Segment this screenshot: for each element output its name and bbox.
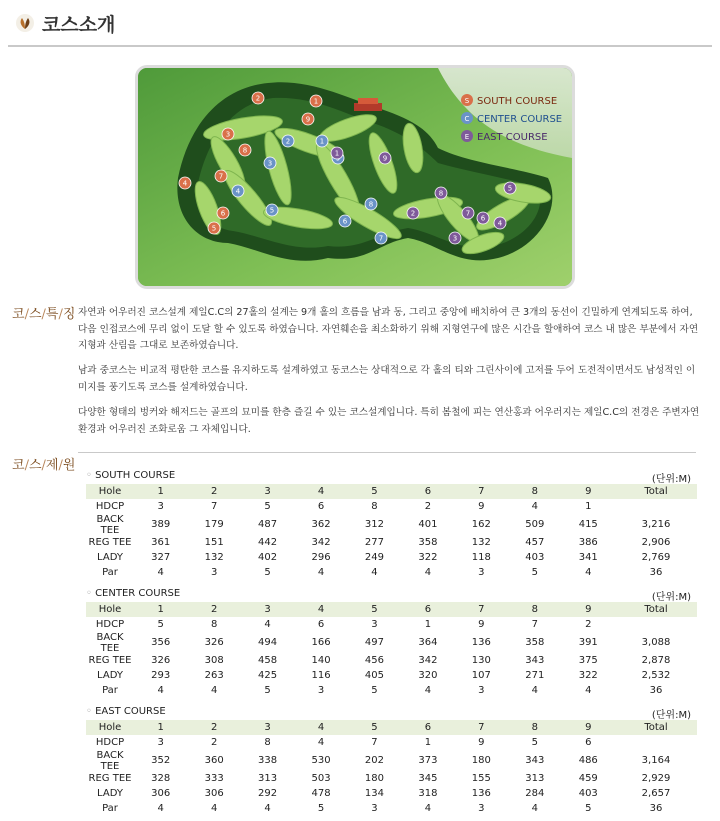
table-cell: 405 [364, 670, 385, 682]
total-cell: 36 [649, 567, 663, 579]
row-label: HDCP [95, 736, 125, 748]
title-divider [8, 45, 712, 47]
row-label: LADY [97, 788, 123, 800]
east-course-table-block [86, 706, 697, 816]
table-cell: 116 [311, 670, 331, 682]
table-cell: 8 [264, 736, 271, 748]
table-cell: 494 [258, 637, 278, 649]
table-cell: 4 [531, 500, 538, 512]
south-hole-number: 1 [313, 97, 319, 106]
row-label: REG TEE [88, 655, 132, 667]
table-cell: 249 [364, 552, 385, 564]
table-cell: 4 [531, 803, 538, 815]
table-cell: 155 [471, 773, 491, 785]
legend-badge-south: S [464, 97, 470, 105]
table-cell: 361 [151, 537, 171, 549]
table-cell: 342 [418, 655, 438, 667]
table-cell: 263 [204, 670, 224, 682]
table-cell: 7 [455, 602, 508, 617]
row-label: LADY [97, 670, 123, 682]
section-divider [78, 452, 696, 453]
table-cell: 458 [258, 655, 278, 667]
total-cell: Total [615, 720, 697, 735]
table-cell: 134 [364, 788, 385, 800]
table-cell: 4 [294, 602, 347, 617]
table-cell: 132 [204, 552, 224, 564]
south-hole-number: 7 [218, 172, 224, 181]
table-cell: 296 [311, 552, 331, 564]
table-row [86, 654, 697, 669]
table-cell: 375 [578, 655, 598, 667]
row-label: LADY [97, 552, 123, 564]
table-row [86, 617, 697, 632]
table-row [86, 750, 697, 772]
table-cell: 364 [418, 637, 438, 649]
specs-label-char: 스 [28, 458, 42, 473]
table-cell: 1 [134, 484, 187, 499]
table-cell: 456 [364, 655, 385, 667]
table-cell: 6 [401, 602, 454, 617]
row-label: HDCP [95, 500, 125, 512]
table-cell: 487 [258, 519, 278, 531]
table-cell: 3 [157, 500, 164, 512]
south-hole-number: 8 [242, 146, 248, 155]
table-row [86, 801, 697, 816]
table-cell: 3 [478, 567, 485, 579]
center-hole-number: 4 [235, 187, 241, 196]
table-cell: 4 [424, 685, 432, 697]
table-cell: 391 [578, 637, 598, 649]
table-cell: 338 [258, 755, 278, 767]
total-cell: 2,657 [641, 788, 671, 800]
table-cell: 271 [525, 670, 545, 682]
row-label: REG TEE [88, 773, 132, 785]
table-cell: 373 [418, 755, 438, 767]
legend-south-label: SOUTH COURSE [477, 96, 558, 107]
table-cell: 107 [471, 670, 491, 682]
total-cell: 2,769 [641, 552, 671, 564]
unit-label: (단위:M) [651, 710, 691, 721]
table-cell: 277 [364, 537, 385, 549]
table-cell: 306 [204, 788, 224, 800]
table-cell: 362 [311, 519, 331, 531]
table-cell: 356 [151, 637, 171, 649]
table-cell: 5 [371, 685, 378, 697]
table-cell: 386 [578, 537, 598, 549]
center-hole-number: 2 [285, 137, 291, 146]
table-cell: 9 [562, 602, 616, 617]
row-label: Par [102, 803, 118, 815]
table-cell: 459 [578, 773, 598, 785]
table-cell: 306 [151, 788, 171, 800]
table-cell: 136 [471, 637, 491, 649]
table-cell: 9 [478, 500, 485, 512]
course-name: ◦ SOUTH COURSE [86, 470, 175, 481]
table-cell: 497 [364, 637, 385, 649]
table-cell: 7 [371, 736, 378, 748]
table-row [86, 720, 697, 735]
south-hole-number: 3 [225, 130, 231, 139]
features-label-char: 징 [62, 307, 76, 322]
table-cell: 4 [294, 484, 347, 499]
table-cell: 509 [525, 519, 545, 531]
table-cell: 6 [401, 484, 454, 499]
table-cell: 7 [531, 618, 538, 630]
table-cell: 4 [317, 736, 325, 748]
table-cell: 389 [151, 519, 171, 531]
table-cell: 4 [294, 720, 347, 735]
table-cell: 136 [471, 788, 491, 800]
total-cell [615, 735, 697, 750]
east-hole-number: 8 [438, 189, 444, 198]
unit-label: (단위:M) [651, 592, 691, 603]
table-cell: 4 [157, 685, 164, 697]
table-cell: 4 [210, 685, 218, 697]
table-cell: 4 [317, 567, 325, 579]
row-label: Hole [86, 602, 134, 617]
total-cell: Total [615, 602, 697, 617]
center-course-table-block [86, 588, 697, 698]
table-row [86, 602, 697, 617]
center-hole-number: 3 [267, 159, 273, 168]
table-cell: 401 [418, 519, 438, 531]
table-cell: 4 [371, 567, 378, 579]
table-row [86, 550, 697, 565]
table-cell: 312 [364, 519, 385, 531]
course-map-image [138, 68, 572, 286]
south-course-table-block [86, 470, 697, 580]
table-cell: 4 [210, 803, 218, 815]
row-label: Par [102, 685, 118, 697]
table-cell: 1 [424, 618, 432, 630]
table-cell: 8 [508, 484, 561, 499]
south-hole-number: 6 [220, 209, 226, 218]
table-cell: 3 [371, 618, 378, 630]
features-label-char: 특 [45, 307, 59, 322]
table-cell: 3 [210, 567, 218, 579]
course-map [135, 65, 575, 289]
table-cell: 402 [258, 552, 278, 564]
features-paragraph-2: 남과 중코스는 비교적 평탄한 코스를 유지하도록 설계하였고 동코스는 상대적으로 각 홀의 티와 그린사이에 고저를 두어 도전적이면서도 남성적인 이미지를 풍기도록 코스를 설계하였습니다. [78, 365, 696, 393]
legend-badge-east: E [464, 133, 470, 141]
table-row [86, 484, 697, 499]
table-cell: 415 [578, 519, 598, 531]
table-cell: 5 [317, 803, 325, 815]
table-cell: 3 [478, 685, 485, 697]
east-hole-number: 1 [334, 149, 340, 158]
table-cell: 8 [210, 618, 218, 630]
table-cell: 343 [525, 755, 545, 767]
table-cell: 313 [258, 773, 278, 785]
table-row [86, 668, 697, 683]
table-cell: 3 [478, 803, 485, 815]
table-cell: 1 [134, 602, 187, 617]
table-cell: 4 [157, 803, 164, 815]
table-cell: 322 [578, 670, 598, 682]
table-cell: 4 [264, 803, 271, 815]
table-cell: 7 [455, 484, 508, 499]
table-cell: 6 [585, 736, 592, 748]
table-cell: 425 [258, 670, 278, 682]
leaf-icon [14, 12, 36, 34]
table-row [86, 786, 697, 801]
features-paragraph-3: 다양한 형태의 벙커와 해저드는 골프의 묘미를 한층 즐길 수 있는 코스설계입니다. 특히 봄철에 피는 연산홍과 어우러지는 제일C.C의 전경은 주변자연환경과 어우러진 조화로움 그 자체입니다. [78, 407, 700, 435]
table-cell: 5 [348, 720, 401, 735]
row-label: REG TEE [88, 537, 132, 549]
table-cell: 9 [478, 618, 485, 630]
east-hole-number: 6 [480, 214, 486, 223]
east-hole-number: 2 [410, 209, 416, 218]
page-title: 코스소개 [42, 14, 116, 36]
table-cell: 293 [151, 670, 171, 682]
total-cell: 3,216 [641, 519, 671, 531]
table-cell: 352 [151, 755, 171, 767]
table-row [86, 514, 697, 536]
table-cell: 4 [585, 567, 592, 579]
south-hole-number: 4 [182, 179, 188, 188]
scorecard-table [86, 484, 697, 580]
legend-badge-center: C [464, 115, 470, 123]
table-cell: 132 [471, 537, 491, 549]
table-cell: 2 [187, 484, 240, 499]
table-cell: 3 [371, 803, 378, 815]
center-hole-number: 5 [269, 206, 275, 215]
course-name: ◦ EAST COURSE [86, 706, 166, 717]
table-cell: 5 [348, 602, 401, 617]
row-label: Hole [86, 484, 134, 499]
table-cell: 162 [471, 519, 491, 531]
table-cell: 322 [418, 552, 438, 564]
row-label: BACK TEE [96, 513, 124, 536]
table-cell: 166 [311, 637, 331, 649]
table-cell: 7 [455, 720, 508, 735]
row-label: Par [102, 567, 118, 579]
table-cell: 1 [134, 720, 187, 735]
table-cell: 328 [151, 773, 171, 785]
table-cell: 326 [151, 655, 171, 667]
features-label-char: 스 [28, 307, 42, 322]
map-legend [461, 94, 562, 143]
table-cell: 3 [317, 685, 325, 697]
total-cell: 3,164 [641, 755, 671, 767]
table-row [86, 499, 697, 514]
table-cell: 3 [241, 720, 294, 735]
legend-east-label: EAST COURSE [477, 132, 548, 143]
table-cell: 5 [531, 736, 538, 748]
total-cell: 3,088 [641, 637, 671, 649]
table-cell: 333 [204, 773, 224, 785]
table-cell: 202 [364, 755, 385, 767]
total-cell [615, 499, 697, 514]
table-cell: 180 [471, 755, 491, 767]
table-cell: 118 [471, 552, 491, 564]
total-cell: 2,532 [641, 670, 671, 682]
table-cell: 8 [508, 720, 561, 735]
table-cell: 313 [525, 773, 545, 785]
table-cell: 5 [348, 484, 401, 499]
table-cell: 130 [471, 655, 491, 667]
table-cell: 2 [187, 720, 240, 735]
table-cell: 4 [264, 618, 271, 630]
table-cell: 1 [585, 500, 592, 512]
total-cell: 36 [649, 803, 663, 815]
table-cell: 457 [525, 537, 545, 549]
features-label-char: 코 [12, 307, 25, 322]
table-cell: 3 [241, 602, 294, 617]
table-cell: 5 [531, 567, 538, 579]
course-name: ◦ CENTER COURSE [86, 588, 180, 599]
table-row [86, 772, 697, 787]
south-hole-number: 5 [211, 224, 217, 233]
legend-center-label: CENTER COURSE [477, 114, 563, 125]
table-cell: 8 [371, 500, 378, 512]
total-cell: 2,878 [641, 655, 671, 667]
east-hole-number: 9 [382, 154, 388, 163]
table-cell: 4 [531, 685, 538, 697]
table-cell: 360 [204, 755, 224, 767]
total-cell: 2,906 [641, 537, 671, 549]
table-cell: 3 [241, 484, 294, 499]
table-row [86, 565, 697, 580]
table-row [86, 536, 697, 551]
table-cell: 4 [424, 803, 432, 815]
specs-section-label: 코/스/제/원 [12, 458, 76, 473]
table-cell: 2 [210, 736, 218, 748]
row-label: BACK TEE [96, 631, 124, 654]
total-cell: 2,929 [641, 773, 671, 785]
south-hole-number: 2 [255, 94, 261, 103]
table-cell: 345 [418, 773, 438, 785]
table-cell: 308 [204, 655, 224, 667]
table-cell: 6 [317, 500, 325, 512]
table-cell: 358 [418, 537, 438, 549]
page-header [0, 0, 720, 46]
table-cell: 358 [525, 637, 545, 649]
table-cell: 503 [311, 773, 331, 785]
table-cell: 5 [264, 567, 271, 579]
table-cell: 3 [157, 736, 164, 748]
row-label: HDCP [95, 618, 125, 630]
scorecard-table [86, 720, 697, 816]
south-hole-number: 9 [305, 115, 311, 124]
table-cell: 4 [424, 567, 432, 579]
table-cell: 9 [478, 736, 485, 748]
specs-label-char: 제 [45, 458, 59, 473]
specs-label-char: 코 [12, 458, 25, 473]
table-cell: 140 [311, 655, 331, 667]
table-row [86, 683, 697, 698]
table-cell: 6 [401, 720, 454, 735]
row-label: Hole [86, 720, 134, 735]
specs-label-char: 원 [62, 458, 76, 473]
table-cell: 4 [585, 685, 592, 697]
table-cell: 1 [424, 736, 432, 748]
features-section-label: 코/스/특/징 [12, 307, 76, 322]
table-cell: 6 [317, 618, 325, 630]
table-cell: 318 [418, 788, 438, 800]
table-row [86, 735, 697, 750]
table-cell: 2 [424, 500, 432, 512]
table-cell: 341 [578, 552, 598, 564]
table-cell: 9 [562, 720, 616, 735]
table-cell: 5 [157, 618, 164, 630]
table-cell: 342 [311, 537, 331, 549]
table-cell: 486 [578, 755, 598, 767]
table-cell: 403 [525, 552, 545, 564]
row-label: BACK TEE [96, 749, 124, 772]
table-cell: 327 [151, 552, 171, 564]
unit-label: (단위:M) [651, 474, 691, 485]
table-cell: 442 [258, 537, 278, 549]
table-cell: 326 [204, 637, 224, 649]
table-cell: 5 [585, 803, 592, 815]
table-cell: 284 [525, 788, 545, 800]
table-row [86, 632, 697, 654]
table-cell: 2 [187, 602, 240, 617]
table-cell: 478 [311, 788, 331, 800]
table-cell: 5 [264, 500, 271, 512]
features-paragraph-1: 자연과 어우러진 코스설계 제일C.C의 27홀의 설계는 9개 홀의 흐름을 남과 동, 그리고 중앙에 배치하여 큰 3개의 동선이 긴밀하게 연계되도록 하여, 다음 인접코스에 무리 없이 도달 할 수 있도록 하였습니다. 자연훼손을 최소화하기 위해 지형연구에 많은 시간을 할애하여 코스 내 많은 부분에서 자연지형과 산림을 그대로 보존하였습니다. [78, 307, 699, 351]
east-hole-number: 5 [507, 184, 513, 193]
scorecard-table [86, 602, 697, 698]
table-cell: 2 [585, 618, 592, 630]
total-cell [615, 617, 697, 632]
table-cell: 8 [508, 602, 561, 617]
table-cell: 530 [311, 755, 331, 767]
table-cell: 343 [525, 655, 545, 667]
table-cell: 179 [204, 519, 224, 531]
total-cell: 36 [649, 685, 663, 697]
center-hole-number: 7 [378, 234, 384, 243]
east-hole-number: 7 [465, 209, 471, 218]
center-hole-number: 8 [368, 200, 374, 209]
table-cell: 403 [578, 788, 598, 800]
table-cell: 4 [157, 567, 164, 579]
table-cell: 151 [204, 537, 224, 549]
table-cell: 7 [210, 500, 218, 512]
total-cell: Total [615, 484, 697, 499]
table-cell: 180 [364, 773, 385, 785]
center-hole-number: 1 [319, 137, 325, 146]
center-hole-number: 6 [342, 217, 348, 226]
table-cell: 5 [264, 685, 271, 697]
table-cell: 292 [258, 788, 278, 800]
east-hole-number: 3 [452, 234, 458, 243]
table-cell: 320 [418, 670, 438, 682]
east-hole-number: 4 [497, 219, 503, 228]
table-cell: 9 [562, 484, 616, 499]
